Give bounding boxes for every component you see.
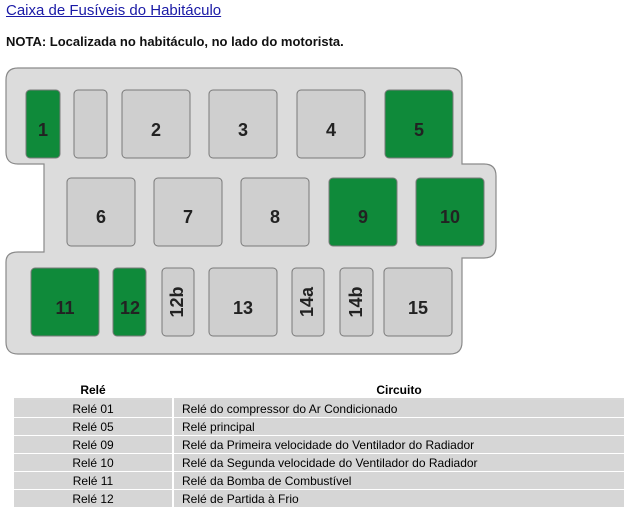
location-note: NOTA: Localizada no habitáculo, no lado do motorista. <box>6 34 344 49</box>
cell-circuito: Relé da Primeira velocidade do Ventilador do Radiador <box>174 436 624 454</box>
fuse-label-6: 6 <box>95 206 107 227</box>
fuse-label-12: 12 <box>119 297 141 318</box>
fuse-blank <box>74 90 107 158</box>
fuse-label-14a: 14a <box>296 286 317 318</box>
relay-table <box>12 382 626 508</box>
cell-circuito: Relé de Partida à Frio <box>174 490 624 508</box>
fuse-label-5: 5 <box>413 119 425 140</box>
cell-rele: Relé 11 <box>14 472 172 490</box>
table-row <box>14 436 624 454</box>
page-title-link[interactable]: Caixa de Fusíveis do Habitáculo <box>6 2 222 19</box>
cell-rele: Relé 05 <box>14 418 172 436</box>
table-header-row <box>14 382 624 400</box>
table-row <box>14 490 624 508</box>
cell-circuito: Relé do compressor do Ar Condicionado <box>174 400 624 418</box>
fuse-label-12b: 12b <box>166 286 187 318</box>
fuse-label-2: 2 <box>150 119 162 140</box>
cell-circuito: Relé principal <box>174 418 624 436</box>
table-row <box>14 400 624 418</box>
fuse-label-9: 9 <box>357 206 369 227</box>
fuse-label-4: 4 <box>325 119 337 140</box>
table-row <box>14 454 624 472</box>
fuse-label-13: 13 <box>232 297 254 318</box>
fuse-label-10: 10 <box>439 206 461 227</box>
fuse-label-7: 7 <box>182 206 194 227</box>
table-row <box>14 472 624 490</box>
fuse-label-11: 11 <box>55 297 75 318</box>
fuse-label-15: 15 <box>407 297 429 318</box>
cell-rele: Relé 01 <box>14 400 172 418</box>
header-rele: Relé <box>14 382 172 400</box>
cell-rele: Relé 12 <box>14 490 172 508</box>
fuse-label-14b: 14b <box>345 286 366 318</box>
fuse-label-3: 3 <box>237 119 249 140</box>
cell-circuito: Relé da Segunda velocidade do Ventilador do Radiador <box>174 454 624 472</box>
fuse-label-1: 1 <box>37 119 49 140</box>
cell-circuito: Relé da Bomba de Combustível <box>174 472 624 490</box>
header-circuito: Circuito <box>174 382 624 400</box>
fuse-label-8: 8 <box>269 206 281 227</box>
table-row <box>14 418 624 436</box>
cell-rele: Relé 09 <box>14 436 172 454</box>
cell-rele: Relé 10 <box>14 454 172 472</box>
